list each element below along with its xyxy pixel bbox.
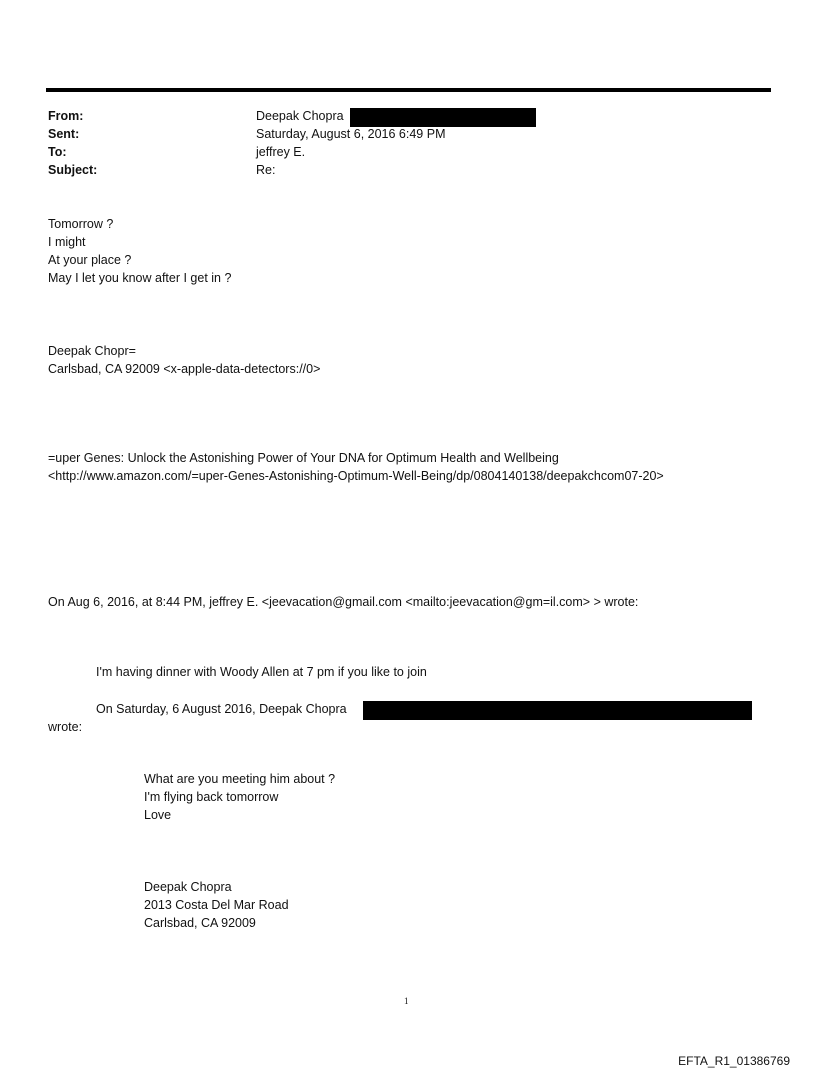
sent-label: Sent: bbox=[48, 127, 80, 141]
header-rule bbox=[46, 88, 771, 92]
document-id: EFTA_R1_01386769 bbox=[678, 1054, 790, 1068]
reply-line: At your place ? bbox=[48, 253, 132, 267]
from-value: Deepak Chopra bbox=[256, 109, 344, 123]
quote-intro: On Aug 6, 2016, at 8:44 PM, jeffrey E. <jeevacation@gmail.com <mailto:jeevacation@gm=il.com> > wrote: bbox=[48, 595, 639, 609]
signature-line: Carlsbad, CA 92009 <x-apple-data-detectors://0> bbox=[48, 362, 321, 376]
from-label: From: bbox=[48, 109, 84, 123]
inner-signature-line: Deepak Chopra bbox=[144, 880, 232, 894]
reply-line: Tomorrow ? bbox=[48, 217, 114, 231]
page-number: 1 bbox=[404, 996, 409, 1006]
inner-quote-wrote: wrote: bbox=[48, 720, 83, 734]
quoted-message: I'm having dinner with Woody Allen at 7 pm if you like to join bbox=[96, 665, 427, 679]
inner-line: I'm flying back tomorrow bbox=[144, 790, 279, 804]
inner-line: What are you meeting him about ? bbox=[144, 772, 336, 786]
subject-label: Subject: bbox=[48, 163, 98, 177]
to-label: To: bbox=[48, 145, 67, 159]
inner-line: Love bbox=[144, 808, 172, 822]
signature-line: Deepak Chopr= bbox=[48, 344, 136, 358]
subject-value: Re: bbox=[256, 163, 276, 177]
to-value: jeffrey E. bbox=[256, 145, 306, 159]
sent-value: Saturday, August 6, 2016 6:49 PM bbox=[256, 127, 446, 141]
reply-line: I might bbox=[48, 235, 86, 249]
redaction-bar bbox=[363, 701, 752, 720]
inner-signature-line: Carlsbad, CA 92009 bbox=[144, 916, 256, 930]
book-link-line: <http://www.amazon.com/=uper-Genes-Astonishing-Optimum-Well-Being/dp/0804140138/deepakchcom07-20> bbox=[48, 469, 664, 483]
inner-quote-intro: On Saturday, 6 August 2016, Deepak Chopra bbox=[96, 702, 347, 716]
inner-signature-line: 2013 Costa Del Mar Road bbox=[144, 898, 289, 912]
reply-line: May I let you know after I get in ? bbox=[48, 271, 232, 285]
book-title-line: =uper Genes: Unlock the Astonishing Power of Your DNA for Optimum Health and Wellbeing bbox=[48, 451, 559, 465]
